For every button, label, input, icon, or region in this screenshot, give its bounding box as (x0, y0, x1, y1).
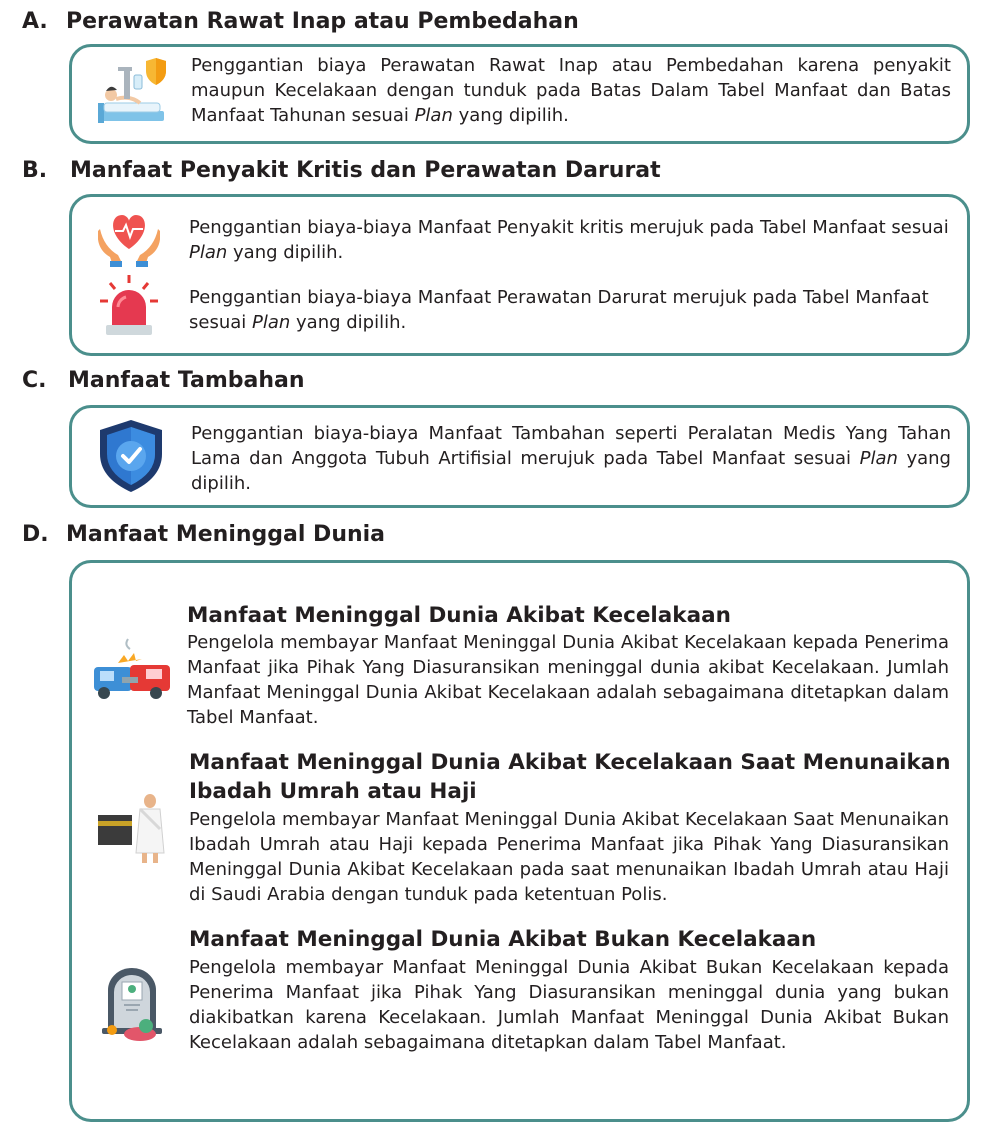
section-b-letter: B. (22, 158, 48, 183)
section-b-item2-text: Penggantian biaya-biaya Manfaat Perawatan Darurat merujuk pada Tabel Manfaat sesuai Plan yang dipilih. (189, 287, 929, 333)
section-c-box (69, 405, 970, 508)
hospital-bed-icon (94, 57, 168, 131)
section-b-item1-text: Penggantian biaya-biaya Manfaat Penyakit kritis merujuk pada Tabel Manfaat sesuai Plan yang dipilih. (189, 217, 949, 263)
section-d-title (22, 522, 385, 548)
section-c-heading: Manfaat Tambahan (68, 368, 305, 393)
section-a-title (22, 9, 579, 35)
section-a-heading: Perawatan Rawat Inap atau Pembedahan (66, 9, 579, 34)
shield-check-icon (98, 418, 164, 494)
car-crash-icon (92, 637, 172, 707)
section-b-box (69, 194, 970, 356)
section-c-text: Penggantian biaya-biaya Manfaat Tambahan seperti Peralatan Medis Yang Tahan Lama dan Anggota Tubuh Artifisial merujuk pada Tabel Manfaat sesuai Plan yang dipilih. (191, 423, 951, 494)
gravestone-icon (100, 968, 164, 1042)
heart-hands-icon (98, 207, 160, 267)
section-d-item1-text: Pengelola membayar Manfaat Meninggal Dunia Akibat Kecelakaan kepada Penerima Manfaat jika Pihak Yang Diasuransikan meninggal dunia akibat Kecelakaan. Jumlah Manfaat Meninggal Dunia Akibat Kecelakaan adalah sebagaimana ditetapkan dalam Tabel Manfaat. (187, 632, 949, 728)
section-d-heading: Manfaat Meninggal Dunia (66, 522, 386, 547)
section-d-item3-text: Pengelola membayar Manfaat Meninggal Dunia Akibat Bukan Kecelakaan kepada Penerima Manfaat jika Pihak Yang Diasuransikan meninggal dunia yang bukan diakibatkan karena Kecelakaan. Jumlah Manfaat Meninggal Dunia Akibat Bukan Kecelakaan adalah sebagaimana ditetapkan dalam Tabel Manfaat. (189, 957, 949, 1053)
section-a-letter: A. (22, 9, 48, 34)
section-d-item1-title: Manfaat Meninggal Dunia Akibat Kecelakaan (187, 603, 731, 628)
section-c-title (22, 368, 305, 394)
section-d-item2-text: Pengelola membayar Manfaat Meninggal Dunia Akibat Kecelakaan Saat Menunaikan Ibadah Umrah atau Haji kepada Penerima Manfaat jika Pihak Yang Diasuransikan Meninggal Dunia Akibat Kecelakaan pada saat menunaikan Ibadah Umrah atau Haji di Saudi Arabia dengan tunduk pada ketentuan Polis. (189, 809, 949, 905)
section-b-heading: Manfaat Penyakit Kritis dan Perawatan Darurat (70, 158, 661, 183)
kaaba-pilgrim-icon (96, 791, 168, 867)
siren-icon (98, 273, 160, 337)
section-d-item3-title: Manfaat Meninggal Dunia Akibat Bukan Kecelakaan (189, 927, 817, 952)
section-c-letter: C. (22, 368, 47, 393)
section-a-text: Penggantian biaya Perawatan Rawat Inap atau Pembedahan karena penyakit maupun Kecelakaan dengan tunduk pada Batas Dalam Tabel Manfaat dan Batas Manfaat Tahunan sesuai Plan yang dipilih. (191, 55, 951, 126)
section-d-box (69, 560, 970, 1122)
section-d-item2-title: Manfaat Meninggal Dunia Akibat Kecelakaan Saat Menunaikan Ibadah Umrah atau Haji (189, 750, 951, 804)
section-d-letter: D. (22, 522, 49, 547)
section-a-box (69, 44, 970, 144)
section-b-title (22, 158, 661, 184)
